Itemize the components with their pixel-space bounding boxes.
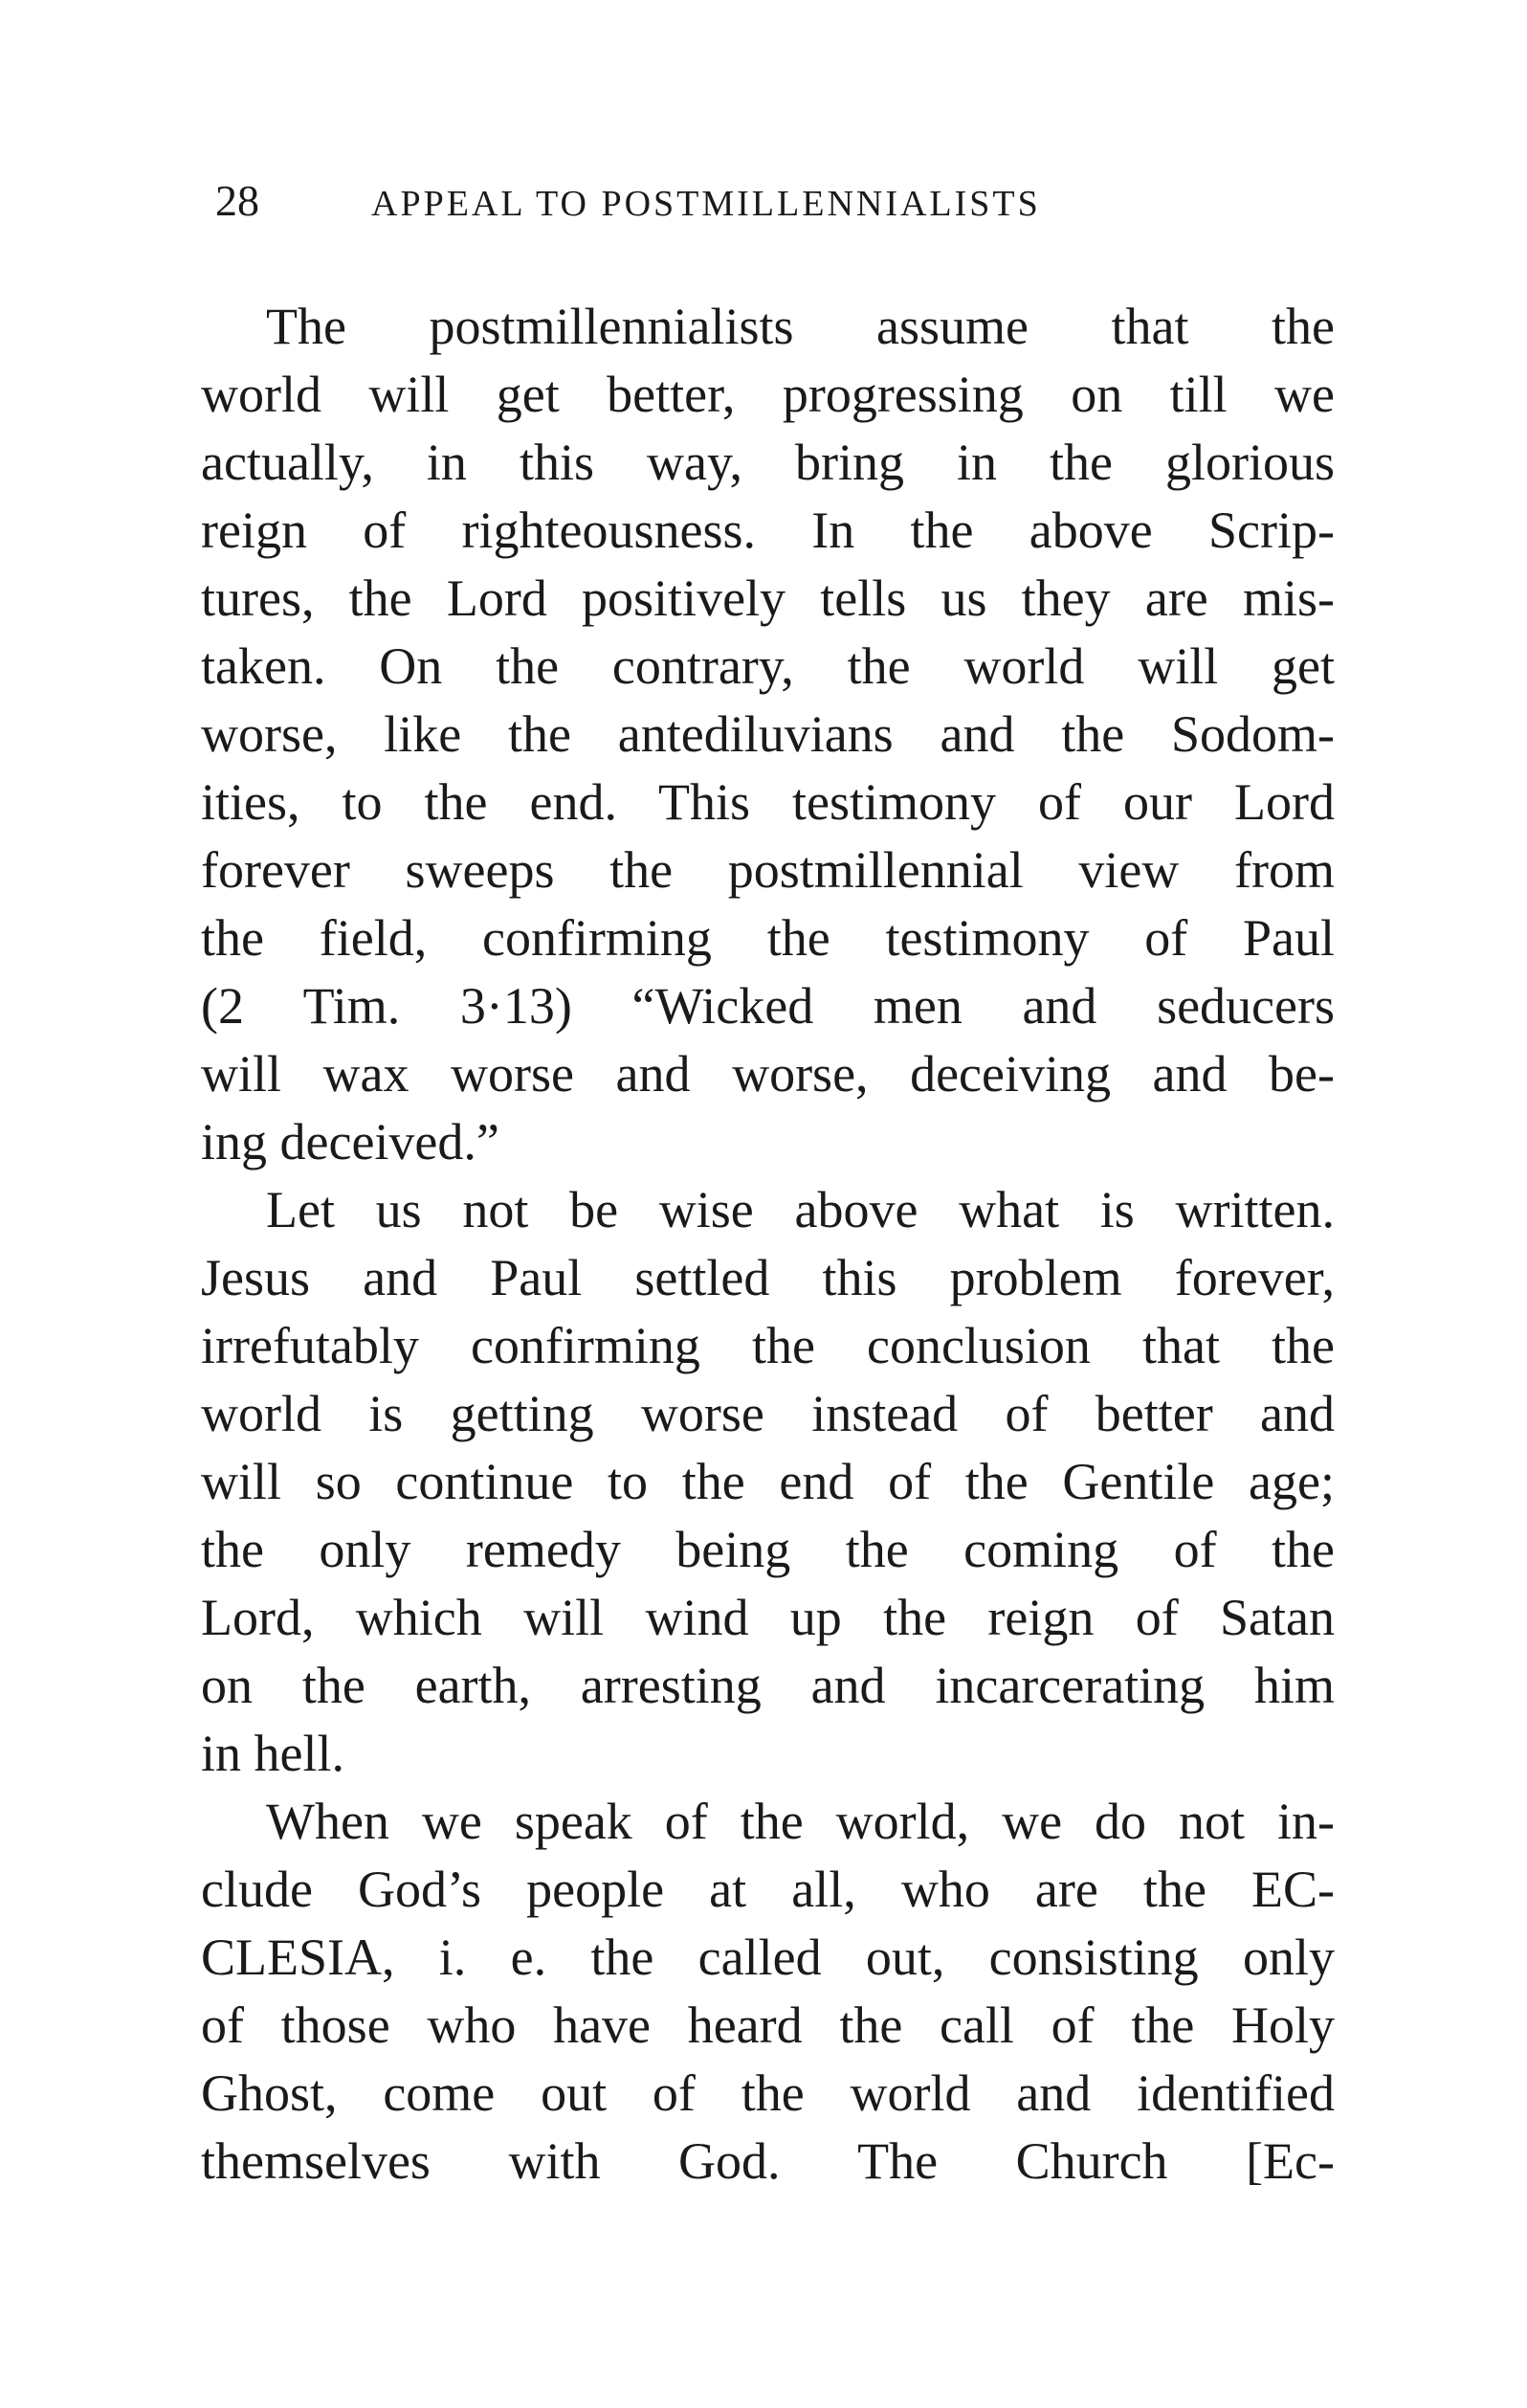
text-line: of those who have heard the call of the Holy bbox=[201, 1996, 1335, 2054]
text-line: clude God’s people at all, who are the EC- bbox=[201, 1861, 1335, 1918]
text-line: in hell. bbox=[201, 1725, 344, 1782]
body-text bbox=[201, 293, 1335, 2196]
paragraph bbox=[201, 1788, 1335, 2196]
text-line: worse, like the antediluvians and the Sodom- bbox=[201, 705, 1335, 763]
paragraph bbox=[201, 293, 1335, 1176]
text-line: Let us not be wise above what is written. bbox=[266, 1181, 1335, 1238]
text-line: (2 Tim. 3·13) “Wicked men and seducers bbox=[201, 977, 1335, 1035]
text-line: Ghost, come out of the world and identified bbox=[201, 2064, 1335, 2122]
text-line: Lord, which will wind up the reign of Satan bbox=[201, 1589, 1335, 1646]
text-line: world is getting worse instead of better and bbox=[201, 1385, 1335, 1442]
text-line: When we speak of the world, we do not in- bbox=[266, 1793, 1335, 1850]
text-line: CLESIA, i. e. the called out, consisting only bbox=[201, 1929, 1335, 1986]
text-line: forever sweeps the postmillennial view from bbox=[201, 841, 1335, 899]
text-line: irrefutably confirming the conclusion that the bbox=[201, 1317, 1335, 1374]
text-line: actually, in this way, bring in the glorious bbox=[201, 434, 1335, 491]
text-line: will so continue to the end of the Gentile age; bbox=[201, 1453, 1335, 1510]
text-line: taken. On the contrary, the world will get bbox=[201, 637, 1335, 695]
text-line: themselves with God. The Church [Ec- bbox=[201, 2132, 1335, 2190]
running-header bbox=[215, 175, 1344, 233]
text-line: ities, to the end. This testimony of our Lord bbox=[201, 773, 1335, 831]
text-line: ing deceived.” bbox=[201, 1113, 499, 1171]
paragraph bbox=[201, 1176, 1335, 1788]
text-line: world will get better, progressing on till we bbox=[201, 366, 1335, 423]
text-line: tures, the Lord positively tells us they are mis- bbox=[201, 569, 1335, 627]
text-line: on the earth, arresting and incarcerating him bbox=[201, 1657, 1335, 1714]
text-line: the field, confirming the testimony of Paul bbox=[201, 909, 1335, 967]
text-line: Jesus and Paul settled this problem forever, bbox=[201, 1249, 1335, 1306]
text-line: the only remedy being the coming of the bbox=[201, 1521, 1335, 1578]
running-title: APPEAL TO POSTMILLENNIALISTS bbox=[371, 184, 1041, 224]
text-line: reign of righteousness. In the above Scrip- bbox=[201, 502, 1335, 559]
text-line: The postmillennialists assume that the bbox=[266, 298, 1335, 355]
page-number: 28 bbox=[215, 176, 259, 225]
text-line: will wax worse and worse, deceiving and be- bbox=[201, 1045, 1335, 1103]
